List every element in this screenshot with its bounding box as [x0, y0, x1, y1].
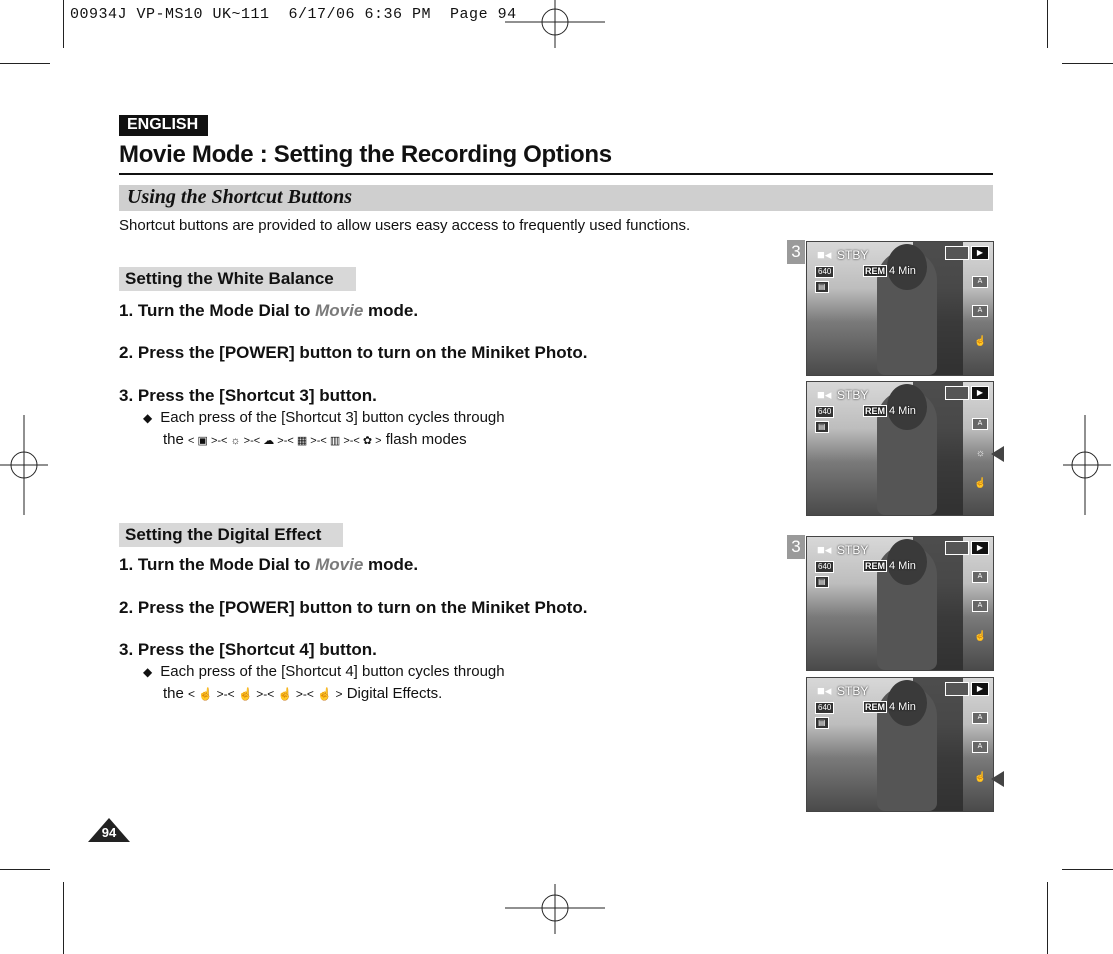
camera-screen: ■◂ STBY REM 4 Min 640 ▤ ▶ A ☼ ☝: [806, 381, 994, 516]
step-number-tag: 3: [787, 535, 805, 559]
camera-screen: ■◂ STBY REM 4 Min 640 ▤ ▶ A A ☝: [806, 677, 994, 812]
movie-camera-icon: ■◂: [817, 542, 832, 557]
play-icon: ▶: [971, 541, 989, 555]
film-icon: ▤: [815, 281, 829, 293]
ae-icon: A: [972, 571, 988, 583]
pointer-arrow-icon: [991, 446, 1004, 462]
registration-mark-left: [0, 415, 48, 515]
film-icon: ▤: [815, 576, 829, 588]
bullet-icon: ◆: [143, 665, 153, 679]
ae-icon: A: [972, 712, 988, 724]
pointer-arrow-icon: [991, 771, 1004, 787]
wb-step-1: 1. Turn the Mode Dial to Movie mode.: [119, 301, 419, 320]
wb-icon: A: [972, 305, 988, 317]
intro-text: Shortcut buttons are provided to allow users easy access to frequently used functions.: [119, 217, 691, 234]
section-title: Using the Shortcut Buttons: [127, 186, 353, 208]
movie-camera-icon: ■◂: [817, 387, 832, 402]
effect-hand-icon: ☝: [974, 631, 987, 642]
wb-step-2: 2. Press the [POWER] button to turn on the Miniket Photo.: [119, 343, 588, 362]
digital-effect-heading: Setting the Digital Effect: [119, 523, 343, 547]
digital-effect-icons: < ☝ >-< ☝ >-< ☝ >-< ☝ >: [188, 687, 343, 701]
wb-icon: A: [972, 600, 988, 612]
bullet-icon: ◆: [143, 411, 153, 425]
film-icon: ▤: [815, 717, 829, 729]
sun-icon: ☼: [975, 448, 986, 459]
play-icon: ▶: [971, 682, 989, 696]
step-number-tag: 3: [787, 240, 805, 264]
title-rule: [119, 173, 993, 175]
language-tab: ENGLISH: [119, 115, 208, 136]
wb-note: ◆ Each press of the [Shortcut 3] button cycles through the < ▣ >-< ☼ >-< ☁ >-< ▦ >-< ▥ >-< ✿ > flash modes: [143, 409, 505, 448]
flash-mode-icons: < ▣ >-< ☼ >-< ☁ >-< ▦ >-< ▥ >-< ✿ >: [188, 435, 382, 447]
play-icon: ▶: [971, 386, 989, 400]
de-step-3: 3. Press the [Shortcut 4] button.: [119, 640, 377, 659]
de-note: ◆ Each press of the [Shortcut 4] button cycles through the < ☝ >-< ☝ >-< ☝ >-< ☝ > Digital Effects.: [143, 663, 505, 702]
page-number: 94: [101, 825, 117, 840]
wb-step-3: 3. Press the [Shortcut 3] button.: [119, 386, 377, 405]
effect-hand-icon: ☝: [974, 772, 987, 783]
ae-icon: A: [972, 276, 988, 288]
print-header: 00934J VP-MS10 UK~111 6/17/06 6:36 PM Page 94: [70, 6, 517, 23]
white-balance-heading: Setting the White Balance: [119, 267, 356, 291]
effect-hand-icon: ☝: [974, 336, 987, 347]
effect-hand-icon: ☝: [974, 478, 987, 489]
de-step-2: 2. Press the [POWER] button to turn on the Miniket Photo.: [119, 598, 588, 617]
ae-icon: A: [972, 418, 988, 430]
page-title: Movie Mode : Setting the Recording Options: [119, 141, 612, 168]
play-icon: ▶: [971, 246, 989, 260]
wb-icon: A: [972, 741, 988, 753]
de-step-1: 1. Turn the Mode Dial to Movie mode.: [119, 555, 419, 574]
registration-mark-right: [1063, 415, 1111, 515]
registration-mark-bottom: [505, 884, 605, 934]
film-icon: ▤: [815, 421, 829, 433]
registration-mark-top: [505, 0, 605, 48]
section-banner: [119, 185, 993, 211]
camera-screen: ■◂ STBY REM 4 Min 640 ▤ ▶ A A ☝: [806, 241, 994, 376]
movie-camera-icon: ■◂: [817, 683, 832, 698]
movie-camera-icon: ■◂: [817, 247, 832, 262]
camera-screen: ■◂ STBY REM 4 Min 640 ▤ ▶ A A ☝: [806, 536, 994, 671]
